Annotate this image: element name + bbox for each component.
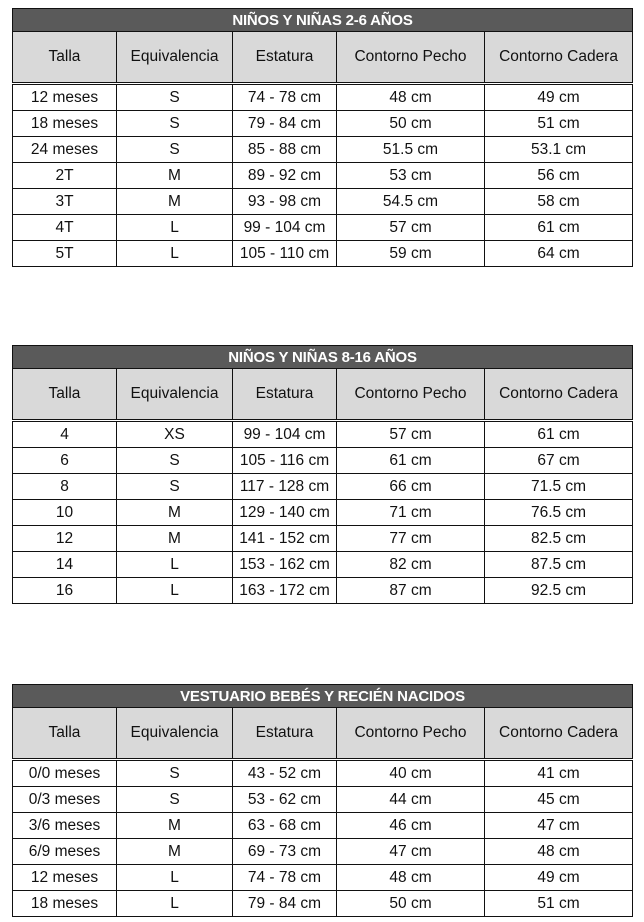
table-row [13,448,633,474]
cell-talla: 5T [13,241,117,267]
cell-equivalencia: L [117,215,233,241]
cell-contorno-pecho: 87 cm [337,578,485,604]
cell-talla: 18 meses [13,111,117,137]
cell-equivalencia: M [117,813,233,839]
cell-talla: 16 [13,578,117,604]
cell-equivalencia: S [117,760,233,787]
table-row [13,474,633,500]
cell-talla: 18 meses [13,891,117,917]
cell-contorno-cadera: 45 cm [485,787,633,813]
table-title: NIÑOS Y NIÑAS 8-16 AÑOS [13,346,633,369]
header-contorno-cadera: Contorno Cadera [485,32,633,84]
size-table-8-16 [12,345,633,604]
cell-equivalencia: L [117,865,233,891]
cell-contorno-pecho: 59 cm [337,241,485,267]
cell-estatura: 93 - 98 cm [233,189,337,215]
table-row [13,215,633,241]
cell-contorno-cadera: 51 cm [485,111,633,137]
cell-contorno-cadera: 61 cm [485,421,633,448]
cell-contorno-pecho: 61 cm [337,448,485,474]
table-row [13,111,633,137]
header-estatura: Estatura [233,32,337,84]
cell-estatura: 85 - 88 cm [233,137,337,163]
cell-contorno-cadera: 53.1 cm [485,137,633,163]
table-row [13,84,633,111]
cell-estatura: 141 - 152 cm [233,526,337,552]
cell-equivalencia: L [117,578,233,604]
cell-estatura: 105 - 116 cm [233,448,337,474]
header-contorno-pecho: Contorno Pecho [337,708,485,760]
cell-talla: 8 [13,474,117,500]
cell-talla: 0/0 meses [13,760,117,787]
cell-talla: 6/9 meses [13,839,117,865]
table-title-row [13,346,633,369]
cell-equivalencia: S [117,787,233,813]
cell-contorno-cadera: 64 cm [485,241,633,267]
cell-contorno-cadera: 49 cm [485,84,633,111]
cell-talla: 10 [13,500,117,526]
cell-estatura: 129 - 140 cm [233,500,337,526]
cell-estatura: 74 - 78 cm [233,84,337,111]
header-equivalencia: Equivalencia [117,708,233,760]
cell-contorno-cadera: 41 cm [485,760,633,787]
cell-contorno-cadera: 58 cm [485,189,633,215]
cell-contorno-pecho: 54.5 cm [337,189,485,215]
cell-equivalencia: L [117,241,233,267]
cell-talla: 14 [13,552,117,578]
table-row [13,526,633,552]
size-table-2-6 [12,8,633,267]
header-equivalencia: Equivalencia [117,369,233,421]
cell-contorno-pecho: 77 cm [337,526,485,552]
cell-contorno-pecho: 71 cm [337,500,485,526]
cell-talla: 12 [13,526,117,552]
cell-equivalencia: S [117,137,233,163]
cell-estatura: 99 - 104 cm [233,421,337,448]
cell-contorno-pecho: 46 cm [337,813,485,839]
cell-contorno-cadera: 82.5 cm [485,526,633,552]
cell-talla: 0/3 meses [13,787,117,813]
cell-contorno-pecho: 57 cm [337,215,485,241]
cell-contorno-cadera: 87.5 cm [485,552,633,578]
table-row [13,865,633,891]
table-row [13,421,633,448]
cell-estatura: 89 - 92 cm [233,163,337,189]
table-title-row [13,685,633,708]
cell-equivalencia: L [117,552,233,578]
cell-equivalencia: XS [117,421,233,448]
cell-contorno-pecho: 48 cm [337,84,485,111]
cell-contorno-pecho: 53 cm [337,163,485,189]
cell-talla: 2T [13,163,117,189]
table-title: NIÑOS Y NIÑAS 2-6 AÑOS [13,9,633,32]
header-contorno-cadera: Contorno Cadera [485,369,633,421]
cell-equivalencia: M [117,500,233,526]
cell-estatura: 163 - 172 cm [233,578,337,604]
cell-equivalencia: L [117,891,233,917]
cell-talla: 3/6 meses [13,813,117,839]
cell-equivalencia: M [117,163,233,189]
cell-contorno-cadera: 56 cm [485,163,633,189]
cell-talla: 12 meses [13,84,117,111]
table-row [13,578,633,604]
cell-equivalencia: S [117,84,233,111]
cell-contorno-pecho: 82 cm [337,552,485,578]
cell-estatura: 74 - 78 cm [233,865,337,891]
cell-estatura: 63 - 68 cm [233,813,337,839]
header-talla: Talla [13,32,117,84]
cell-equivalencia: S [117,111,233,137]
table-title-row [13,9,633,32]
cell-contorno-cadera: 47 cm [485,813,633,839]
table-row [13,500,633,526]
header-contorno-pecho: Contorno Pecho [337,369,485,421]
table-row [13,189,633,215]
cell-equivalencia: S [117,448,233,474]
cell-talla: 3T [13,189,117,215]
cell-contorno-cadera: 92.5 cm [485,578,633,604]
table-row [13,552,633,578]
cell-contorno-pecho: 66 cm [337,474,485,500]
cell-contorno-cadera: 49 cm [485,865,633,891]
cell-talla: 4T [13,215,117,241]
cell-contorno-cadera: 67 cm [485,448,633,474]
cell-contorno-pecho: 44 cm [337,787,485,813]
cell-estatura: 117 - 128 cm [233,474,337,500]
cell-contorno-pecho: 50 cm [337,891,485,917]
cell-estatura: 99 - 104 cm [233,215,337,241]
header-talla: Talla [13,708,117,760]
cell-contorno-pecho: 40 cm [337,760,485,787]
cell-contorno-pecho: 48 cm [337,865,485,891]
table-row [13,241,633,267]
cell-equivalencia: M [117,189,233,215]
cell-contorno-cadera: 76.5 cm [485,500,633,526]
table-row [13,760,633,787]
cell-estatura: 69 - 73 cm [233,839,337,865]
cell-contorno-pecho: 50 cm [337,111,485,137]
cell-contorno-cadera: 61 cm [485,215,633,241]
cell-estatura: 79 - 84 cm [233,891,337,917]
size-table-bebes [12,684,633,917]
table-header-row [13,369,633,421]
header-estatura: Estatura [233,708,337,760]
cell-estatura: 105 - 110 cm [233,241,337,267]
cell-estatura: 43 - 52 cm [233,760,337,787]
cell-equivalencia: S [117,474,233,500]
cell-talla: 12 meses [13,865,117,891]
header-talla: Talla [13,369,117,421]
header-contorno-pecho: Contorno Pecho [337,32,485,84]
cell-talla: 24 meses [13,137,117,163]
cell-talla: 6 [13,448,117,474]
cell-contorno-pecho: 51.5 cm [337,137,485,163]
table-header-row [13,708,633,760]
cell-estatura: 53 - 62 cm [233,787,337,813]
cell-estatura: 153 - 162 cm [233,552,337,578]
header-estatura: Estatura [233,369,337,421]
cell-equivalencia: M [117,839,233,865]
table-title: VESTUARIO BEBÉS Y RECIÉN NACIDOS [13,685,633,708]
table-row [13,787,633,813]
cell-contorno-pecho: 57 cm [337,421,485,448]
table-row [13,839,633,865]
table-header-row [13,32,633,84]
table-row [13,163,633,189]
cell-contorno-cadera: 71.5 cm [485,474,633,500]
cell-estatura: 79 - 84 cm [233,111,337,137]
table-row [13,891,633,917]
header-equivalencia: Equivalencia [117,32,233,84]
header-contorno-cadera: Contorno Cadera [485,708,633,760]
cell-contorno-cadera: 48 cm [485,839,633,865]
cell-talla: 4 [13,421,117,448]
table-row [13,813,633,839]
table-row [13,137,633,163]
cell-contorno-cadera: 51 cm [485,891,633,917]
cell-equivalencia: M [117,526,233,552]
cell-contorno-pecho: 47 cm [337,839,485,865]
